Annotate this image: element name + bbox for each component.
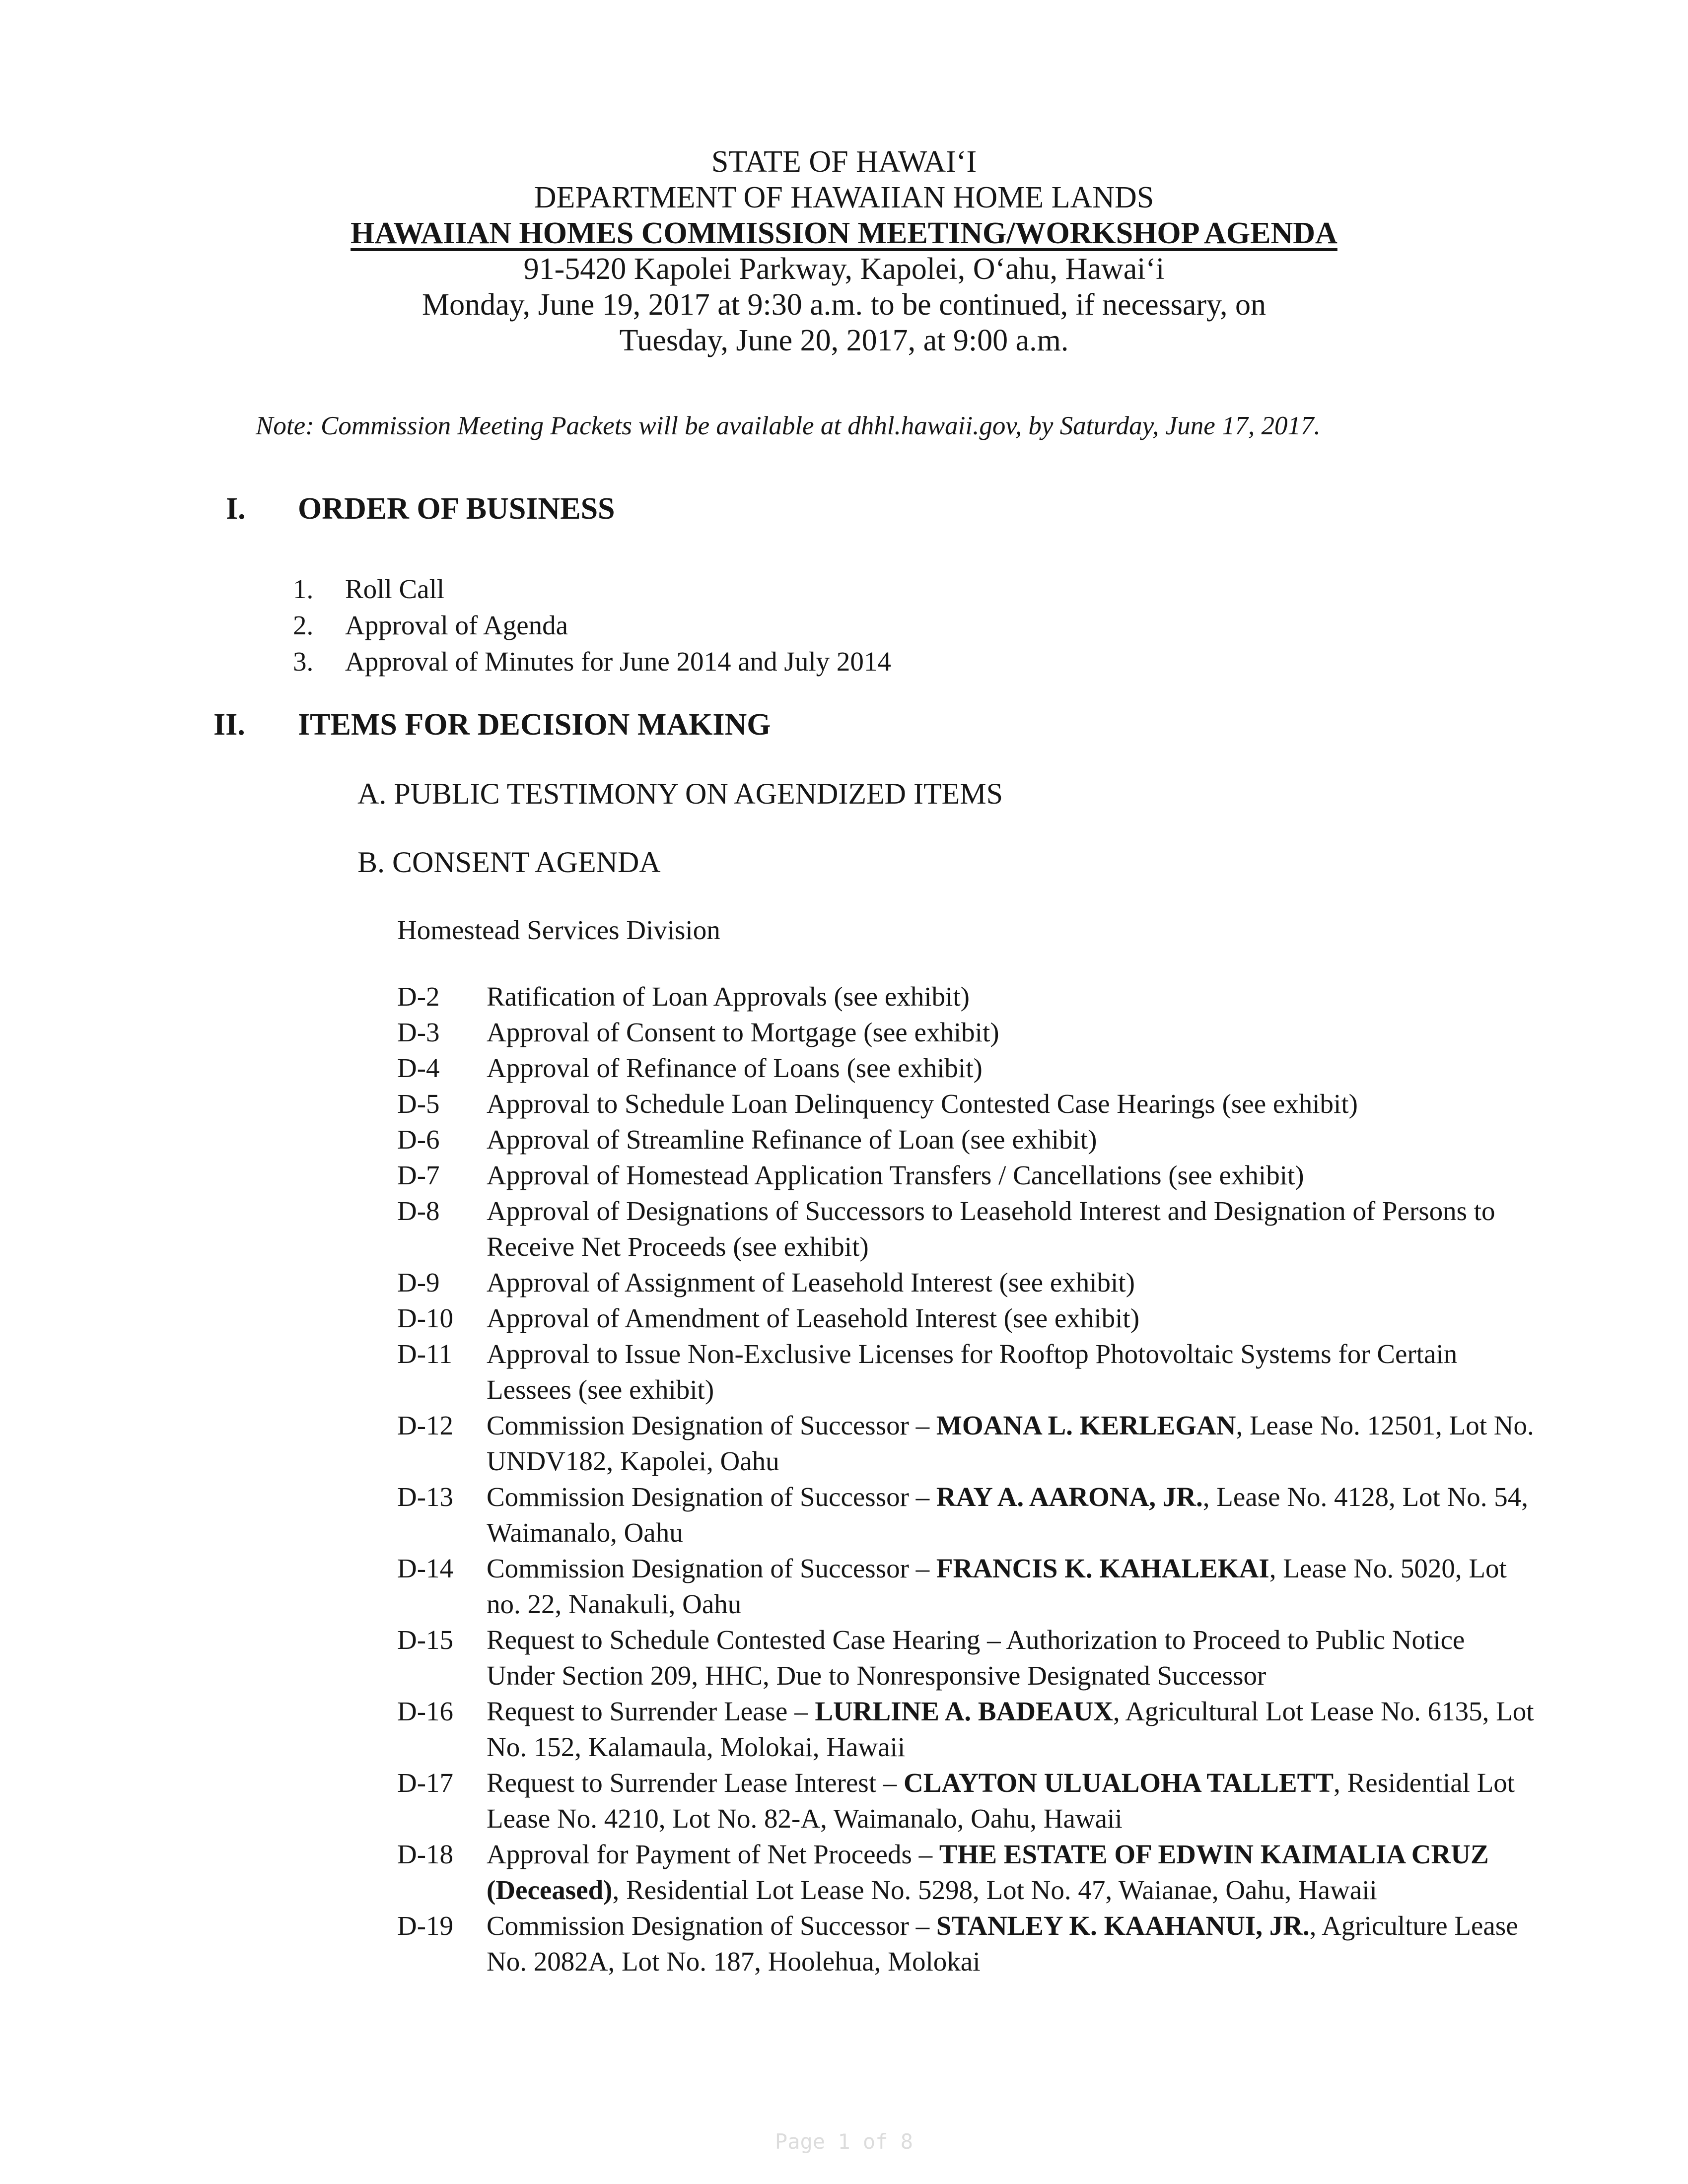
agenda-item-d-2: [397, 979, 1539, 1015]
item-text: [487, 1837, 1539, 1908]
item-text: [487, 1551, 1539, 1622]
item-text: Approval of Agenda: [345, 610, 568, 640]
item-code: D-19: [397, 1911, 454, 1941]
agenda-item-d-9: [397, 1265, 1539, 1300]
agenda-item-d-18: [397, 1837, 1539, 1908]
agenda-item-d-7: [397, 1158, 1539, 1193]
item-text-suffix: , Lease No. 4128, Lot No. 54, Waimanalo, Oahu: [487, 1482, 1529, 1548]
lessee-name: STANLEY K. KAAHANUI, JR.: [936, 1911, 1310, 1941]
agenda-item-d-19: [397, 1908, 1539, 1979]
meeting-address: 91-5420 Kapolei Parkway, Kapolei, Oʻahu, Hawaiʻi: [523, 252, 1165, 286]
agenda-item-d-10: [397, 1300, 1539, 1336]
item-text-suffix: , Residential Lot Lease No. 4210, Lot No. 82-A, Waimanalo, Oahu, Hawaii: [487, 1768, 1515, 1834]
meeting-date-line-2: Tuesday, June 20, 2017, at 9:00 a.m.: [619, 324, 1069, 357]
item-text-prefix: Commission Designation of Successor –: [487, 1482, 936, 1512]
item-code: D-4: [397, 1053, 440, 1083]
section-1-number: I.: [226, 492, 246, 526]
item-code: D-14: [397, 1553, 454, 1583]
agenda-item-d-3: [397, 1015, 1539, 1050]
item-text: Roll Call: [345, 574, 445, 604]
item-text: Approval of Homestead Application Transfers / Cancellations (see exhibit): [487, 1160, 1304, 1190]
item-text: [487, 1908, 1539, 1979]
item-text: Approval to Schedule Loan Delinquency Contested Case Hearings (see exhibit): [487, 1089, 1358, 1119]
department-line: DEPARTMENT OF HAWAIIAN HOME LANDS: [534, 181, 1154, 214]
item-text: Request to Schedule Contested Case Hearing – Authorization to Proceed to Public Notice Under Section 209, HHC, Due to Nonresponsive Designated Successor: [487, 1625, 1465, 1691]
item-number: 2.: [293, 610, 314, 640]
item-text-prefix: Commission Designation of Successor –: [487, 1410, 936, 1440]
document-header: [0, 144, 1688, 358]
agenda-item-d-12: [397, 1408, 1539, 1479]
list-item: [293, 571, 891, 607]
item-text-suffix: , Lease No. 12501, Lot No. UNDV182, Kapolei, Oahu: [487, 1410, 1534, 1476]
item-text-prefix: Request to Surrender Lease Interest –: [487, 1768, 904, 1798]
packet-note: Note: Commission Meeting Packets will be available at dhhl.hawaii.gov, by Saturday, June 17, 2017.: [256, 411, 1321, 440]
lessee-name: FRANCIS K. KAHALEKAI: [936, 1553, 1269, 1583]
meeting-date-line-1: Monday, June 19, 2017 at 9:30 a.m. to be continued, if necessary, on: [422, 288, 1266, 322]
item-text-prefix: Approval for Payment of Net Proceeds –: [487, 1839, 939, 1869]
item-text: Approval of Refinance of Loans (see exhibit): [487, 1053, 983, 1083]
agenda-item-d-14: [397, 1551, 1539, 1622]
item-text-suffix: , Agricultural Lot Lease No. 6135, Lot No. 152, Kalamaula, Molokai, Hawaii: [487, 1696, 1534, 1762]
agenda-item-d-4: [397, 1050, 1539, 1086]
agenda-item-d-13: [397, 1479, 1539, 1551]
item-text: Approval of Minutes for June 2014 and July 2014: [345, 646, 891, 677]
item-code: D-15: [397, 1625, 454, 1655]
agenda-item-d-5: [397, 1086, 1539, 1122]
item-code: D-8: [397, 1196, 440, 1226]
item-text-prefix: Request to Surrender Lease –: [487, 1696, 815, 1726]
item-code: D-3: [397, 1017, 440, 1047]
item-text-suffix: , Residential Lot Lease No. 5298, Lot No. 47, Waianae, Oahu, Hawaii: [612, 1875, 1377, 1905]
item-text: [487, 1765, 1539, 1837]
agenda-item-d-11: [397, 1336, 1539, 1408]
item-text: Approval of Streamline Refinance of Loan (see exhibit): [487, 1124, 1097, 1155]
item-code: D-13: [397, 1482, 454, 1512]
item-text: Approval of Assignment of Leasehold Interest (see exhibit): [487, 1267, 1135, 1297]
item-text: Ratification of Loan Approvals (see exhibit): [487, 981, 970, 1012]
agenda-item-d-8: [397, 1193, 1539, 1265]
division-heading: Homestead Services Division: [397, 915, 720, 945]
item-code: D-12: [397, 1410, 454, 1440]
section-2-title: ITEMS FOR DECISION MAKING: [298, 708, 771, 742]
list-item: [293, 643, 891, 680]
item-code: D-10: [397, 1303, 454, 1333]
agenda-item-d-6: [397, 1122, 1539, 1158]
item-text-prefix: Commission Designation of Successor –: [487, 1553, 936, 1583]
item-text: [487, 1694, 1539, 1765]
item-code: D-2: [397, 981, 440, 1012]
agenda-item-d-16: [397, 1694, 1539, 1765]
lessee-name: CLAYTON ULUALOHA TALLETT: [904, 1768, 1334, 1798]
item-text: Approval of Consent to Mortgage (see exhibit): [487, 1017, 999, 1047]
item-code: D-7: [397, 1160, 440, 1190]
item-text: [487, 1408, 1539, 1479]
agenda-title: HAWAIIAN HOMES COMMISSION MEETING/WORKSHOP AGENDA: [351, 216, 1337, 250]
item-text-prefix: Commission Designation of Successor –: [487, 1911, 936, 1941]
lessee-name: LURLINE A. BADEAUX: [815, 1696, 1113, 1726]
item-code: D-9: [397, 1267, 440, 1297]
lessee-name: MOANA L. KERLEGAN: [936, 1410, 1236, 1440]
subsection-a-heading: A. PUBLIC TESTIMONY ON AGENDIZED ITEMS: [357, 777, 1003, 810]
item-number: 3.: [293, 646, 314, 677]
state-line: STATE OF HAWAIʻI: [711, 145, 977, 179]
agenda-item-d-15: [397, 1622, 1539, 1694]
item-code: D-18: [397, 1839, 454, 1869]
consent-agenda-list: [397, 979, 1539, 1979]
item-code: D-5: [397, 1089, 440, 1119]
item-text: Approval to Issue Non-Exclusive Licenses for Rooftop Photovoltaic Systems for Certain Lessees (see exhibit): [487, 1339, 1458, 1405]
list-item: [293, 607, 891, 643]
item-code: D-11: [397, 1339, 452, 1369]
agenda-item-d-17: [397, 1765, 1539, 1837]
item-text: Approval of Amendment of Leasehold Interest (see exhibit): [487, 1303, 1140, 1333]
item-text: Approval of Designations of Successors to Leasehold Interest and Designation of Persons to Receive Net Proceeds (see exhibit): [487, 1196, 1495, 1262]
item-code: D-17: [397, 1768, 454, 1798]
item-code: D-6: [397, 1124, 440, 1155]
order-of-business-list: [293, 571, 891, 680]
lessee-name: THE ESTATE OF EDWIN KAIMALIA CRUZ (Deceased): [487, 1839, 1489, 1905]
page-number: Page 1 of 8: [774, 2129, 914, 2154]
item-text-suffix: , Lease No. 5020, Lot no. 22, Nanakuli, Oahu: [487, 1553, 1507, 1619]
lessee-name: RAY A. AARONA, JR.: [936, 1482, 1203, 1512]
item-number: 1.: [293, 574, 314, 604]
section-1-title: ORDER OF BUSINESS: [298, 492, 615, 526]
item-text-suffix: , Agriculture Lease No. 2082A, Lot No. 187, Hoolehua, Molokai: [487, 1911, 1518, 1977]
item-code: D-16: [397, 1696, 454, 1726]
item-text: [487, 1479, 1539, 1551]
subsection-b-heading: B. CONSENT AGENDA: [357, 846, 661, 879]
section-2-number: II.: [213, 708, 245, 742]
